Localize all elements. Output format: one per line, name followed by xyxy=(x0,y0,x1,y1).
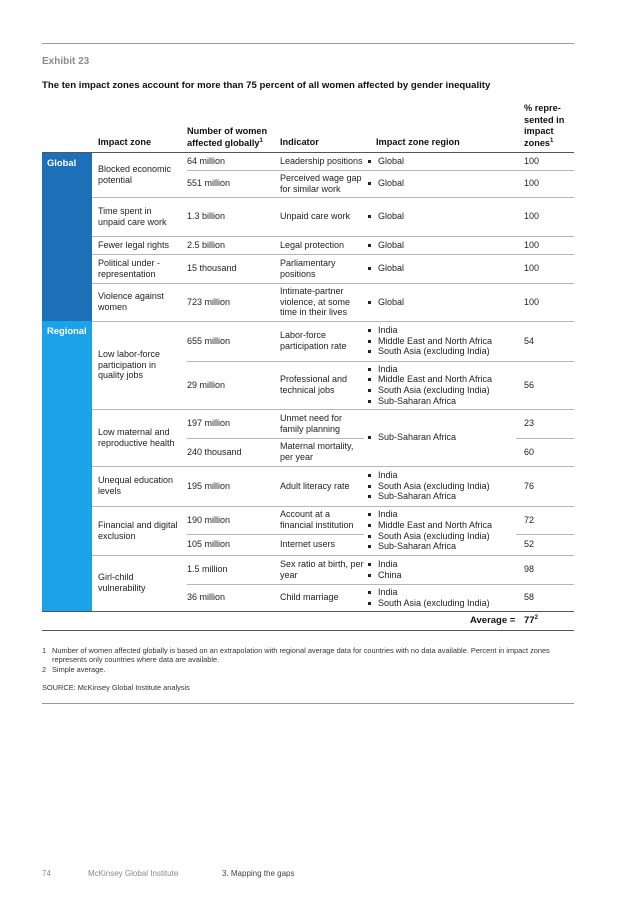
indicator: Perceived wage gap for similar work xyxy=(280,172,362,194)
percent-represented: 72 xyxy=(524,514,535,525)
region-item: India xyxy=(366,470,490,481)
top-rule xyxy=(42,43,574,44)
region-item: Global xyxy=(366,178,404,189)
number-affected: 1.3 billion xyxy=(187,211,226,222)
percent-represented: 100 xyxy=(524,239,540,250)
region-item: Global xyxy=(366,211,404,222)
impact-zone-label: Low maternal and reproductive health xyxy=(98,426,175,448)
percent-represented: 98 xyxy=(524,564,535,575)
impact-zone-label: Political under - representation xyxy=(98,257,161,279)
region-item: Global xyxy=(366,156,404,167)
percent-represented: 23 xyxy=(524,418,535,429)
number-affected: 29 million xyxy=(187,379,226,390)
percent-represented: 100 xyxy=(524,178,540,189)
indicator: Unpaid care work xyxy=(280,211,351,222)
average-value: $77^2$ xyxy=(524,614,538,626)
number-affected: 240 thousand xyxy=(187,446,242,457)
region-item: Global xyxy=(366,263,404,274)
number-affected: 105 million xyxy=(187,539,231,550)
percent-represented: 60 xyxy=(524,446,535,457)
impact-zone-label: Blocked economic potential xyxy=(98,164,172,185)
impact-zone-label: Financial and digital exclusion xyxy=(98,519,178,541)
region-item: India xyxy=(366,364,492,375)
percent-represented: 100 xyxy=(524,156,540,167)
region-list xyxy=(366,153,516,170)
region-item: China xyxy=(366,570,402,581)
global-band: Global xyxy=(42,153,92,321)
region-item: India xyxy=(366,587,490,598)
percent-represented: 54 xyxy=(524,335,535,346)
number-affected: 655 million xyxy=(187,335,231,346)
region-item: South Asia (excluding India) xyxy=(366,346,492,357)
average-rule xyxy=(42,630,574,631)
indicator: Internet users xyxy=(280,539,336,550)
impact-zone-label: Violence against women xyxy=(98,291,164,312)
indicator: Legal protection xyxy=(280,239,345,250)
region-item: India xyxy=(366,325,492,336)
indicator: Account at a financial institution xyxy=(280,509,354,530)
section-title: 3. Mapping the gaps xyxy=(222,869,295,878)
region-item: Middle East and North Africa xyxy=(366,374,492,385)
region-item: India xyxy=(366,559,402,570)
region-item: Sub-Saharan Africa xyxy=(366,491,490,502)
impact-zone-label: Time spent in unpaid care work xyxy=(98,205,167,227)
impact-zone-label: Low labor-force participation in quality jobs xyxy=(98,349,161,381)
region-item: Global xyxy=(366,297,404,308)
region-item: Middle East and North Africa xyxy=(366,336,492,347)
footnote: 2 Simple average. xyxy=(42,665,106,674)
indicator: Maternal mortality, per year xyxy=(280,441,354,462)
region-list xyxy=(366,409,516,466)
percent-represented: 100 xyxy=(524,263,540,274)
region-list xyxy=(366,584,516,611)
indicator: Child marriage xyxy=(280,592,339,603)
region-list xyxy=(366,321,516,361)
number-affected: 2.5 billion xyxy=(187,239,226,250)
region-item: Sub-Saharan Africa xyxy=(366,432,456,443)
indicator: Unmet need for family planning xyxy=(280,412,343,434)
source-note: SOURCE: McKinsey Global Institute analysis xyxy=(42,683,190,692)
region-item: Global xyxy=(366,240,404,251)
impact-zone-label: Girl-child vulnerability xyxy=(98,572,146,593)
impact-zone-label: Unequal education levels xyxy=(98,475,174,496)
percent-represented: 76 xyxy=(524,480,535,491)
region-item: South Asia (excluding India) xyxy=(366,385,492,396)
bottom-rule xyxy=(42,703,574,704)
number-affected: 195 million xyxy=(187,480,231,491)
number-affected: 1.5 million xyxy=(187,564,228,575)
number-affected: 190 million xyxy=(187,514,231,525)
indicator: Intimate-partner violence, at some time in their lives xyxy=(280,286,351,318)
number-affected: 15 thousand xyxy=(187,263,237,274)
table-bottom-rule xyxy=(42,611,574,612)
page-number: 74 xyxy=(42,869,51,878)
region-list xyxy=(366,170,516,197)
percent-represented: 100 xyxy=(524,296,540,307)
indicator: Labor-force participation rate xyxy=(280,330,347,351)
header-region: Impact zone region xyxy=(376,137,460,147)
region-item: South Asia (excluding India) xyxy=(366,598,490,609)
publisher-name: McKinsey Global Institute xyxy=(88,869,179,878)
footnote: 1 Number of women affected globally is based on an extrapolation with regional average data for countries with no data available. Percent in impact zones represents only countries where data are available. xyxy=(42,646,550,664)
regional-band: Regional xyxy=(42,321,92,611)
percent-represented: 58 xyxy=(524,592,535,603)
number-affected: 36 million xyxy=(187,592,226,603)
impact-zone-label: Fewer legal rights xyxy=(98,239,170,250)
region-list xyxy=(366,466,516,506)
region-list xyxy=(366,361,516,409)
number-affected: 723 million xyxy=(187,296,231,307)
region-item: Sub-Saharan Africa xyxy=(366,396,492,407)
indicator: Parliamentary positions xyxy=(280,257,336,279)
region-item: South Asia (excluding India) xyxy=(366,531,492,542)
indicator: Adult literacy rate xyxy=(280,480,350,491)
indicator: Leadership positions xyxy=(280,156,363,167)
percent-represented: 52 xyxy=(524,539,535,550)
number-affected: 551 million xyxy=(187,178,231,189)
exhibit-label: Exhibit 23 xyxy=(42,56,90,67)
indicator: Professional and technical jobs xyxy=(280,374,348,395)
region-list xyxy=(366,506,516,555)
number-affected: 197 million xyxy=(187,418,231,429)
region-item: Middle East and North Africa xyxy=(366,520,492,531)
percent-represented: 100 xyxy=(524,211,540,222)
region-list xyxy=(366,283,516,321)
number-affected: 64 million xyxy=(187,156,226,167)
region-list xyxy=(366,555,516,584)
region-list xyxy=(366,197,516,236)
exhibit-title: The ten impact zones account for more than 75 percent of all women affected by gender inequality xyxy=(42,80,491,91)
region-item: India xyxy=(366,509,492,520)
header-number-affected: Number of women affected globally$^1$ xyxy=(187,126,268,148)
region-item: South Asia (excluding India) xyxy=(366,481,490,492)
indicator: Sex ratio at birth, per year xyxy=(280,558,364,580)
header-percent: % repre- sented in impact zones$^1$ xyxy=(524,103,565,148)
average-label: Average = xyxy=(470,615,516,626)
percent-represented: 56 xyxy=(524,379,535,390)
region-list xyxy=(366,254,516,283)
region-list xyxy=(366,236,516,254)
region-item: Sub-Saharan Africa xyxy=(366,541,492,552)
header-indicator: Indicator xyxy=(280,137,319,147)
header-impact-zone: Impact zone xyxy=(98,137,152,147)
